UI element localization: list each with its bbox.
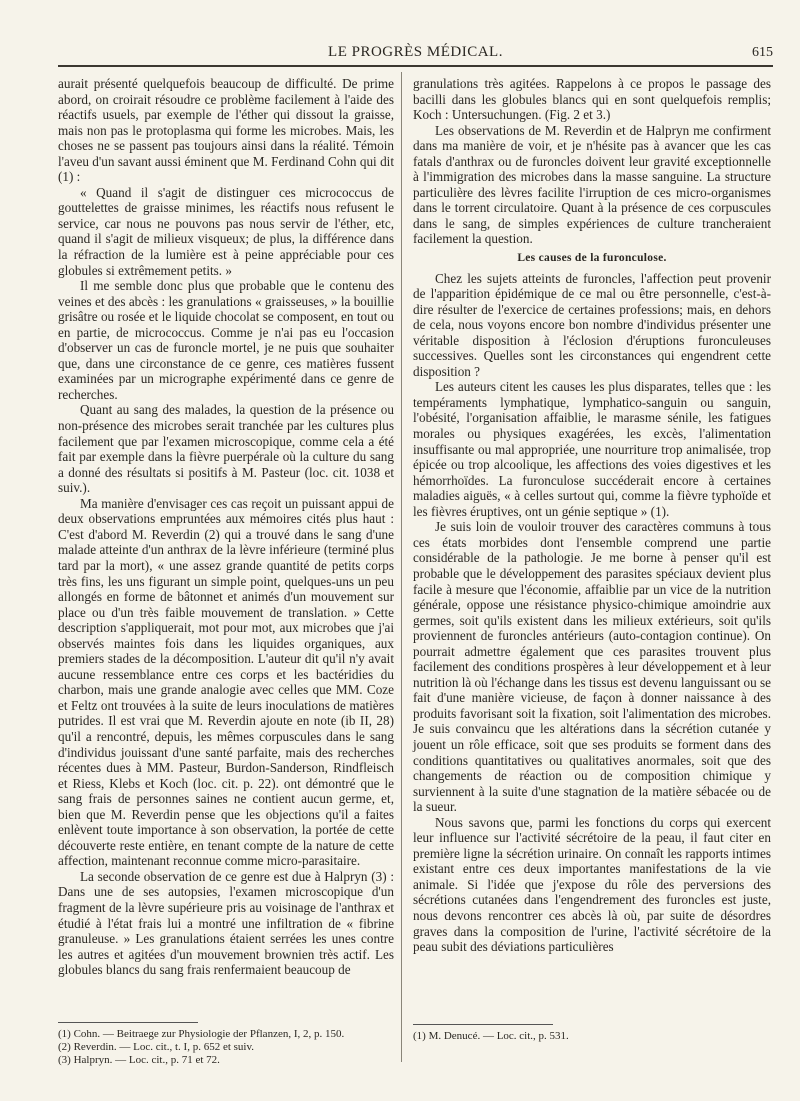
header-rule bbox=[58, 65, 773, 67]
paragraph: Les observations de M. Reverdin et de Halpryn me confirment dans ma manière de voir, et je n'hésite pas à avancer que les cas fatals d'anthrax ou de furoncles doivent leur gravité exceptionnelle à l'immigration des microbes dans la masse sanguine. La structure particulière des lèvres facilite l'irruption de ces micro-organismes dans le torrent circulatoire. Quant à la présence de ces corpuscules dans le sang, de simples expériences de culture trancheraient facilement la question. bbox=[413, 122, 771, 247]
footnotes-right bbox=[413, 1030, 771, 1043]
paragraph: Les auteurs citent les causes les plus disparates, telles que : les tempéraments lymphatique, lymphatico-sanguin ou sanguin, l'obésité, l'organisation affaiblie, le marasme sénile, les fatigues morales ou physiques exagérées, les excès, l'alimentation insuffisante ou mal appropriée, une nourriture trop animalisée, trop épicée ou trop alcoolique, les affections des voies digestives et les hémorrhoïdes. La furonculose succéderait encore à certaines maladies aiguës, « à celles surtout qui, comme la fièvre typhoïde et les fièvres éruptives, ont un génie septique » (1). bbox=[413, 379, 771, 519]
paragraph: Il me semble donc plus que probable que le contenu des veines et des abcès : les granulations « graisseuses, » la bouillie grisâtre ou rosée et le liquide chocolat se composent, en tout ou en partie, de micrococcus. Comme je n'ai pas eu l'occasion d'observer un cas de furoncle mortel, je ne puis que souhaiter que, dans une circonstance de ce genre, ces matières fussent examinées par un micrographe expérimenté dans ce genre de recherches. bbox=[58, 278, 394, 402]
footnote: (2) Reverdin. — Loc. cit., t. I, p. 652 et suiv. bbox=[58, 1041, 255, 1053]
running-header bbox=[58, 44, 773, 66]
paragraph: Je suis loin de vouloir trouver des caractères communs à tous ces états morbides dont l'ensemble comprend une partie considérable de la pathologie. Je me borne à penser qu'il est probable que le développement des parasites spéciaux devient plus facile à mesure que l'économie, affaiblie par un vice de la nutrition générale, oppose une résistance physico-chimique amoindrie aux germes, soit qu'ils existent dans les milieux extérieurs, soit qu'ils proviennent de furoncles antérieurs (auto-contagion continue). On pourrait admettre également que ces parasites trouvent plus facilement des conditions prospères à leur développement et à leur nutrition là où l'échange dans les tissus est devenu languissant ou se fait d'une manière vicieuse, de façon à donner naissance à des produits favorisant soit la fixation, soit l'alimentation des microbes. Je suis convaincu que les altérations dans la sécrétion cutanée y jouent un rôle efficace, soit que ses produits se forment dans des conditions quantitatives ou qualitatives anormales, soit que des changements de réaction ou de composition chimique y surviennent à la suite d'une stagnation de la matière sébacée ou de la sueur. bbox=[413, 519, 772, 815]
footnote-rule-right bbox=[413, 1024, 553, 1025]
paragraph: Quant au sang des malades, la question de la présence ou non-présence des microbes serait tranchée par les cultures plus facilement que par l'examen microscopique, comme cela a été fait par exemple dans la fièvre puerpérale où la culture du sang a donné des résultats si positifs à M. Pasteur (loc. cit. 1038 et suiv.). bbox=[58, 402, 394, 496]
paragraph: Ma manière d'envisager ces cas reçoit un puissant appui de deux observations empruntées aux mémoires cités plus haut : C'est d'abord M. Reverdin (2) qui a trouvé dans le sang d'une malade atteinte d'un anthrax de la lèvre inférieure (terminé plus tard par la mort), « une assez grande quantité de petits corps très fins, les uns figurant un simple point, quelques-uns un peu allongés en forme de bâtonnet et animés d'un mouvement sur place ou d'un très faible mouvement de translation. » Cette description s'appliquerait, mot pour mot, aux microbes que j'ai observés maintes fois dans les liquides organiques, aux premiers stades de la décomposition. L'auteur dit qu'il n'y avait aucune ressemblance entre ces corps et les bactéridies du charbon, mais une grande analogie avec celles que MM. Coze et Feltz ont trouvées à la suite de leurs inoculations de matières putrides. Il est vrai que M. Reverdin ajoute en note (ib II, 28) qu'il a rencontré, depuis, les mêmes corpuscules dans le sang d'individus jouissant d'une santé parfaite, mais des recherches récentes dues à MM. Pasteur, Burdon-Sanderson, Rindfleisch et Riess, Klebs et Koch (loc. cit. p. 22). ont démontré que le sang frais de personnes saines ne contient aucun germe, et, bien que M. Reverdin pense que les objections qu'il a faites enlèvent toute importance à son observation, la portée de cette découverte reste entière, en tenant compte de la nature de cette affection, maintenant reconnue comme micro-parasitaire. bbox=[58, 495, 394, 869]
paragraph: « Quand il s'agit de distinguer ces micrococcus de gouttelettes de graisse minimes, les réactifs nous refusent le service, car nous ne pouvons pas nous servir de l'éther, etc, quand il s'agit de milieux visqueux; de plus, la différence dans la réfraction de la lumière est à peine appréciable pour ces globules si extrêmement petits. » bbox=[58, 184, 394, 278]
paragraph: aurait présenté quelquefois beaucoup de difficulté. De prime abord, on croirait résoudre ce problème facilement à l'aide des réactifs usuels, par exemple de l'éther qui dissout la graisse, mais non pas le protoplasma qui forme les microbes. Mais, les choses ne se passent pas toujours ainsi dans la réalité. Témoin l'aveu d'un savant aussi éminent que M. Ferdinand Cohn qui dit (1) : bbox=[58, 76, 394, 185]
footnote: (1) Cohn. — Beitraege zur Physiologie der Pflanzen, I, 2, p. 150. bbox=[58, 1028, 345, 1040]
section-heading: Les causes de la furonculose. bbox=[517, 252, 667, 265]
paragraph: La seconde observation de ce genre est due à Halpryn (3) : Dans une de ses autopsies, l'examen microscopique d'un fragment de la lèvre supérieure pris au voisinage de l'anthrax et étudié à l'état frais lui a montré une infiltration de « fibrine granuleuse. » Les granulations étaient serrées les unes contre les autres et agitées d'un mouvement brownien très actif. Les globules blancs du sang frais renfermaient beaucoup de bbox=[58, 868, 394, 978]
footnote: (1) M. Denucé. — Loc. cit., p. 531. bbox=[413, 1030, 569, 1042]
right-column bbox=[413, 76, 771, 955]
footnote-rule-left bbox=[58, 1022, 198, 1023]
footnotes-left bbox=[58, 1028, 394, 1067]
footnote: (3) Halpryn. — Loc. cit., p. 71 et 72. bbox=[58, 1054, 220, 1066]
left-column bbox=[58, 76, 394, 978]
column-divider bbox=[401, 72, 402, 1062]
paragraph: Nous savons que, parmi les fonctions du corps qui exercent leur influence sur l'activité sécrétoire de la peau, il faut citer en première ligne la sécrétion urinaire. On connaît les rapports intimes existant entre ces deux importantes manifestations de la vie animale. Si l'idée que j'expose du rôle des perversions des sécrétions cutanées dans l'engendrement des furoncles est juste, nous devons rencontrer ces abcès là où, par suite de désordres graves dans la composition de l'urine, l'activité sécrétoire de la peau subit des déviations particulières bbox=[413, 814, 771, 955]
paragraph: granulations très agitées. Rappelons à ce propos le passage des bacilli dans les globules blancs qui en sont quelquefois remplis; Koch : Untersuchungen. (Fig. 2 et 3.) bbox=[413, 76, 771, 123]
page-number: 615 bbox=[752, 45, 773, 60]
journal-title: LE PROGRÈS MÉDICAL. bbox=[328, 44, 503, 60]
paragraph: Chez les sujets atteints de furoncles, l'affection peut provenir de l'apparition épidémique de ce mal ou être personnelle, c'est-à-dire résulter de l'exercice de certaines professions; mais, en dehors de cela, nous voyons encore bon nombre d'individus présenter une véritable disposition à l'éclosion d'éruptions furonculeuses successives. Quelles sont les circonstances qui engendrent cette disposition ? bbox=[413, 270, 771, 379]
